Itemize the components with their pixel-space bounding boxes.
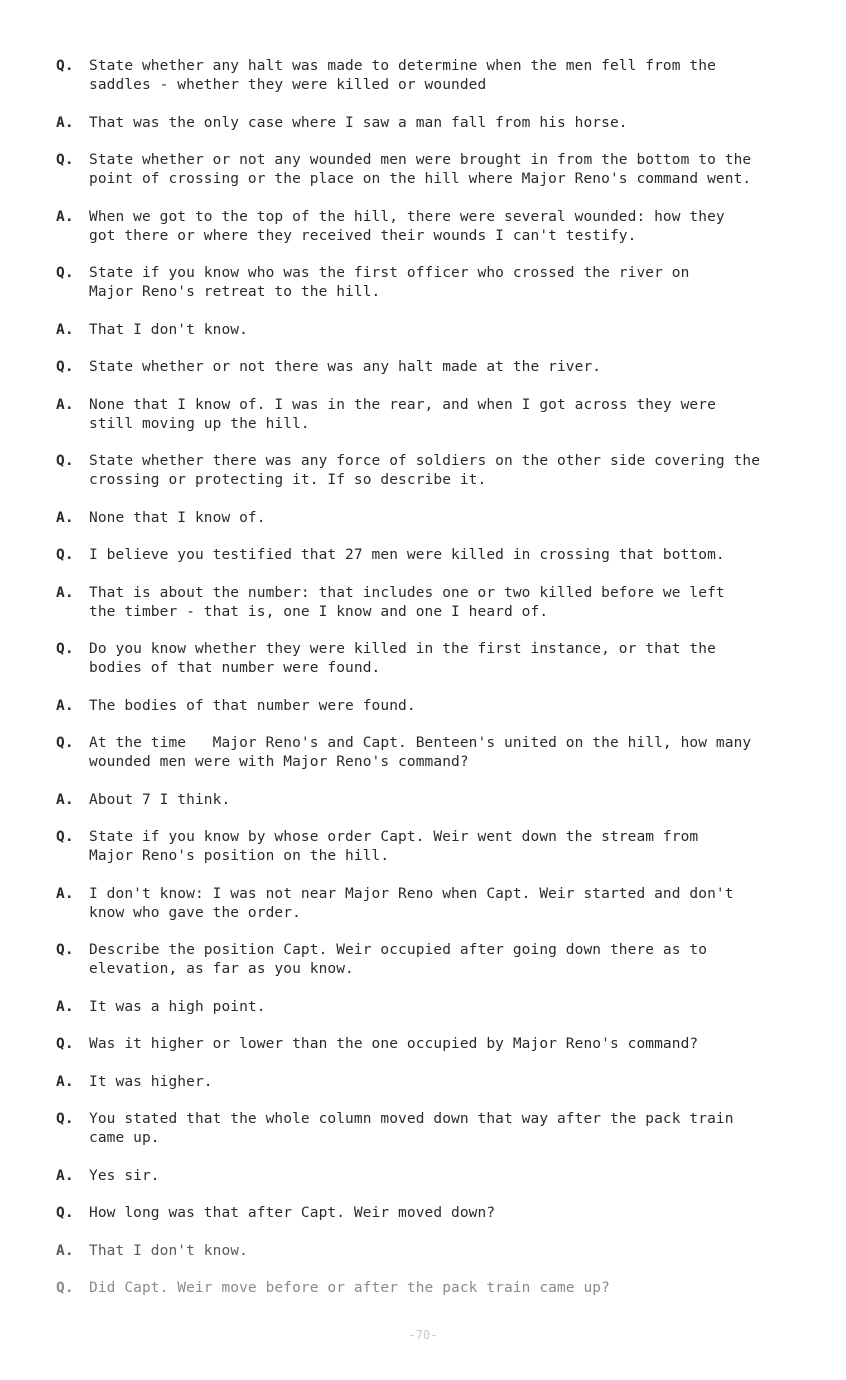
entry-line: How long was that after Capt. Weir moved down? <box>89 1205 496 1221</box>
entry-line: got there or where they received their wounds I can't testify. <box>89 227 637 244</box>
entry-label: Q. <box>56 829 74 845</box>
entry-text <box>89 452 796 490</box>
question-entry <box>56 734 796 772</box>
entry-label: Q. <box>56 58 74 74</box>
entry-line: Do you know whether they were killed in the first instance, or that the <box>89 641 716 657</box>
question-entry <box>56 828 796 866</box>
entry-text <box>89 998 796 1017</box>
entry-line: Yes sir. <box>89 1167 160 1184</box>
entry-label: A. <box>56 584 74 601</box>
entry-line: I believe you testified that 27 men were killed in crossing that bottom. <box>89 547 725 563</box>
entry-line: know who gave the order. <box>89 904 301 921</box>
entry-line: At the time Major Reno's and Capt. Benteen's united on the hill, how many <box>89 735 752 751</box>
entry-line: bodies of that number were found. <box>89 660 381 676</box>
entry-line: the timber - that is, one I know and one I heard of. <box>89 603 549 620</box>
answer-entry <box>56 396 796 434</box>
entry-label: Q. <box>56 735 74 751</box>
entry-label: A. <box>56 1242 74 1259</box>
entry-text <box>89 1242 796 1261</box>
entry-line: You stated that the whole column moved down that way after the pack train <box>89 1111 734 1127</box>
entry-line: The bodies of that number were found. <box>89 697 416 714</box>
entry-label: A. <box>56 1167 74 1184</box>
question-entry <box>56 941 796 979</box>
entry-line: Major Reno's position on the hill. <box>89 848 390 864</box>
answer-entry <box>56 1073 796 1092</box>
answer-entry <box>56 998 796 1017</box>
entry-label: Q. <box>56 1111 74 1127</box>
answer-entry <box>56 885 796 923</box>
answer-entry <box>56 791 796 810</box>
entry-line: State whether or not there was any halt made at the river. <box>89 359 602 375</box>
question-entry <box>56 640 796 678</box>
entry-text <box>89 734 796 772</box>
entry-line: When we got to the top of the hill, there were several wounded: how they <box>89 208 725 225</box>
entry-line: came up. <box>89 1130 160 1146</box>
question-entry <box>56 358 796 377</box>
answer-entry <box>56 114 796 133</box>
entry-label: A. <box>56 1073 74 1090</box>
entry-text <box>89 114 796 133</box>
entry-label: Q. <box>56 547 74 563</box>
entry-line: Was it higher or lower than the one occupied by Major Reno's command? <box>89 1036 699 1052</box>
entry-label: A. <box>56 396 74 413</box>
entry-text <box>89 791 796 810</box>
question-entry <box>56 264 796 302</box>
entry-label: A. <box>56 697 74 714</box>
entry-label: A. <box>56 885 74 902</box>
entry-line: None that I know of. <box>89 509 266 526</box>
answer-entry <box>56 697 796 716</box>
entry-line: That I don't know. <box>89 1242 248 1259</box>
question-entry <box>56 1279 796 1298</box>
entry-line: That was the only case where I saw a man fall from his horse. <box>89 114 628 131</box>
question-entry <box>56 151 796 189</box>
entry-text <box>89 1073 796 1092</box>
question-entry <box>56 57 796 95</box>
entry-line: State whether or not any wounded men were brought in from the bottom to the <box>89 152 752 168</box>
answer-entry <box>56 509 796 528</box>
entry-label: Q. <box>56 1280 74 1296</box>
page-number: -70- <box>408 1328 438 1342</box>
entry-line: still moving up the hill. <box>89 415 310 432</box>
entry-line: State whether there was any force of soldiers on the other side covering the <box>89 453 761 469</box>
answer-entry <box>56 584 796 622</box>
entry-label: A. <box>56 998 74 1015</box>
entry-line: State whether any halt was made to determine when the men fell from the <box>89 58 716 74</box>
entry-text <box>89 697 796 716</box>
answer-entry <box>56 208 796 246</box>
entry-text <box>89 1035 796 1054</box>
entry-line: That I don't know. <box>89 321 248 338</box>
entry-text <box>89 1110 796 1148</box>
entry-line: saddles - whether they were killed or wounded <box>89 77 487 93</box>
question-entry <box>56 452 796 490</box>
entry-label: A. <box>56 791 74 808</box>
entry-line: Describe the position Capt. Weir occupied after going down there as to <box>89 942 708 958</box>
entry-text <box>89 321 796 340</box>
entry-text <box>89 546 796 565</box>
entry-label: Q. <box>56 152 74 168</box>
entry-label: Q. <box>56 265 74 281</box>
answer-entry <box>56 1167 796 1186</box>
entry-label: Q. <box>56 453 74 469</box>
entry-line: I don't know: I was not near Major Reno when Capt. Weir started and don't <box>89 885 734 902</box>
entry-text <box>89 1204 796 1223</box>
entry-line: That is about the number: that includes one or two killed before we left <box>89 584 725 601</box>
entry-label: Q. <box>56 641 74 657</box>
question-entry <box>56 1110 796 1148</box>
question-entry <box>56 1035 796 1054</box>
entry-line: It was higher. <box>89 1073 213 1090</box>
entry-line: About 7 I think. <box>89 791 231 808</box>
entry-text <box>89 57 796 95</box>
entry-label: Q. <box>56 359 74 375</box>
entry-text <box>89 208 796 246</box>
entry-line: crossing or protecting it. If so describe it. <box>89 472 487 488</box>
question-entry <box>56 1204 796 1223</box>
entry-text <box>89 1167 796 1186</box>
entry-text <box>89 151 796 189</box>
entry-line: It was a high point. <box>89 998 266 1015</box>
entry-label: A. <box>56 114 74 131</box>
entry-text <box>89 584 796 622</box>
entry-label: A. <box>56 509 74 526</box>
entry-line: State if you know by whose order Capt. Weir went down the stream from <box>89 829 699 845</box>
entry-line: State if you know who was the first officer who crossed the river on <box>89 265 690 281</box>
entry-line: None that I know of. I was in the rear, and when I got across they were <box>89 396 716 413</box>
entry-text <box>89 941 796 979</box>
entry-line: elevation, as far as you know. <box>89 961 354 977</box>
entry-label: A. <box>56 208 74 225</box>
entry-text <box>89 396 796 434</box>
question-entry <box>56 546 796 565</box>
answer-entry <box>56 1242 796 1261</box>
entry-label: A. <box>56 321 74 338</box>
entry-label: Q. <box>56 1036 74 1052</box>
entry-label: Q. <box>56 1205 74 1221</box>
transcript-list <box>56 57 796 1317</box>
answer-entry <box>56 321 796 340</box>
entry-text <box>89 509 796 528</box>
entry-line: point of crossing or the place on the hill where Major Reno's command went. <box>89 171 752 187</box>
entry-label: Q. <box>56 942 74 958</box>
entry-line: Did Capt. Weir move before or after the pack train came up? <box>89 1280 610 1296</box>
entry-line: wounded men were with Major Reno's command? <box>89 754 469 770</box>
entry-line: Major Reno's retreat to the hill. <box>89 284 381 300</box>
entry-text <box>89 264 796 302</box>
entry-text <box>89 358 796 377</box>
entry-text <box>89 1279 796 1298</box>
entry-text <box>89 885 796 923</box>
entry-text <box>89 640 796 678</box>
entry-text <box>89 828 796 866</box>
